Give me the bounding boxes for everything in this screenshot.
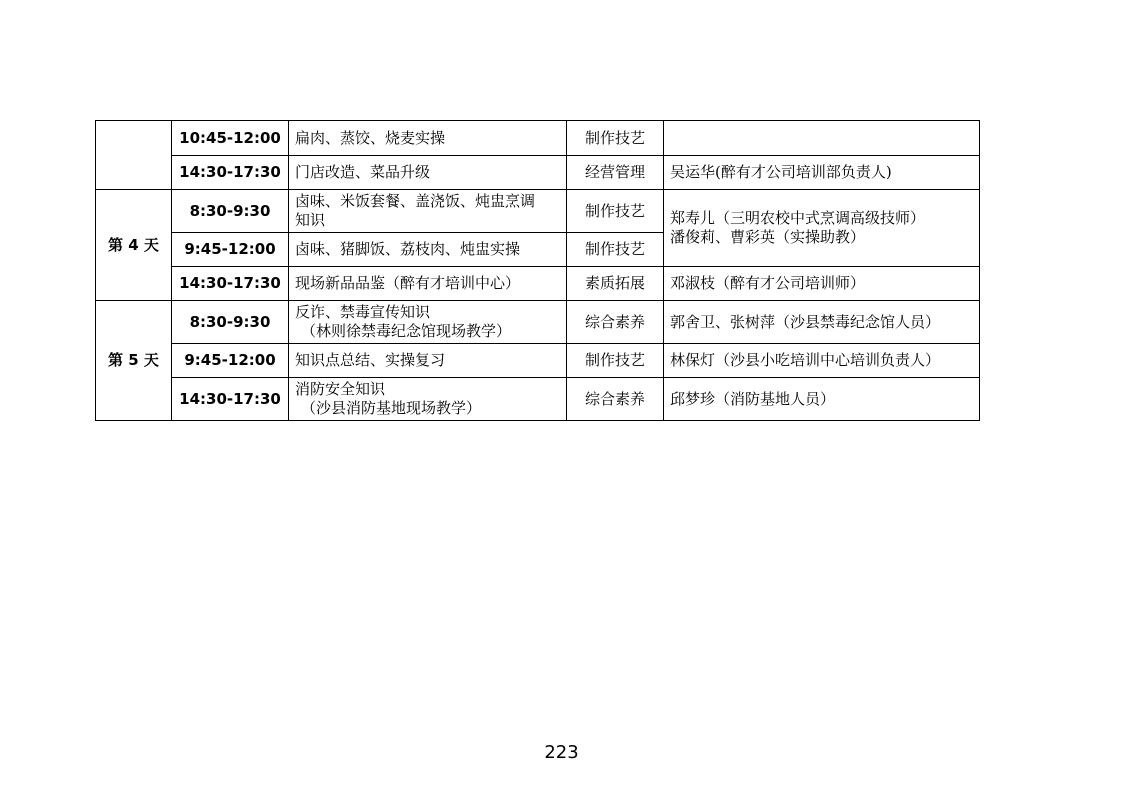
day-cell: 第 5 天 [96, 301, 172, 421]
content-line: 现场新品品鉴（醉有才培训中心） [295, 274, 521, 292]
category-cell: 经营管理 [567, 156, 664, 190]
content-line: 消防安全知识 [295, 380, 386, 398]
table-row [96, 301, 980, 344]
teacher-cell [664, 378, 980, 421]
teacher-line: 郭舍卫、张树萍（沙县禁毒纪念馆人员） [670, 312, 941, 331]
content-cell [289, 156, 567, 190]
teacher-line: 潘俊莉、曹彩英（实操助教） [670, 228, 866, 246]
teacher-line: 邓淑枝（醉有才公司培训师） [670, 274, 866, 292]
content-line: 反诈、禁毒宣传知识 [295, 303, 431, 321]
content-cell [289, 121, 567, 156]
content-line: （沙县消防基地现场教学） [301, 399, 482, 417]
content-cell [289, 378, 567, 421]
time-cell: 10:45-12:00 [172, 121, 289, 156]
category-cell: 综合素养 [567, 301, 664, 344]
table-row [96, 267, 980, 301]
content-cell [289, 301, 567, 344]
teacher-line: 邱梦珍（消防基地人员） [670, 389, 836, 408]
table-row [96, 378, 980, 421]
schedule-table [95, 120, 980, 421]
teacher-cell [664, 190, 980, 267]
category-cell: 综合素养 [567, 378, 664, 421]
category-cell: 素质拓展 [567, 267, 664, 301]
time-cell: 8:30-9:30 [172, 301, 289, 344]
teacher-cell [664, 301, 980, 344]
teacher-cell [664, 267, 980, 301]
category-cell: 制作技艺 [567, 190, 664, 233]
content-cell [289, 344, 567, 378]
teacher-line: 林保灯（沙县小吃培训中心培训负责人） [670, 351, 941, 369]
content-line: 卤味、猪脚饭、荔枝肉、炖盅实操 [295, 240, 521, 258]
category-cell: 制作技艺 [567, 233, 664, 267]
time-cell: 9:45-12:00 [172, 233, 289, 267]
teacher-cell [664, 344, 980, 378]
content-line: 知识 [295, 211, 326, 229]
content-line: （林则徐禁毒纪念馆现场教学） [301, 322, 512, 340]
table-row [96, 121, 980, 156]
day-cell-continued [96, 121, 172, 190]
content-cell [289, 267, 567, 301]
page-number: 223 [544, 742, 579, 763]
teacher-line: 郑寿儿（三明农校中式烹调高级技师） [670, 209, 926, 227]
content-line: 扁肉、蒸饺、烧麦实操 [295, 128, 446, 147]
teacher-cell [664, 121, 980, 156]
time-cell: 9:45-12:00 [172, 344, 289, 378]
content-cell [289, 190, 567, 233]
table-row [96, 156, 980, 190]
time-cell: 8:30-9:30 [172, 190, 289, 233]
content-line: 卤味、米饭套餐、盖浇饭、炖盅烹调 [295, 192, 536, 210]
teacher-line: 吴运华(醉有才公司培训部负责人) [670, 163, 892, 181]
category-cell: 制作技艺 [567, 344, 664, 378]
time-cell: 14:30-17:30 [172, 156, 289, 190]
teacher-cell [664, 156, 980, 190]
content-line: 门店改造、菜品升级 [295, 163, 431, 181]
day-cell: 第 4 天 [96, 190, 172, 301]
category-cell: 制作技艺 [567, 121, 664, 156]
content-line: 知识点总结、实操复习 [295, 351, 446, 369]
content-cell [289, 233, 567, 267]
table-row [96, 344, 980, 378]
table-row [96, 190, 980, 233]
time-cell: 14:30-17:30 [172, 267, 289, 301]
time-cell: 14:30-17:30 [172, 378, 289, 421]
